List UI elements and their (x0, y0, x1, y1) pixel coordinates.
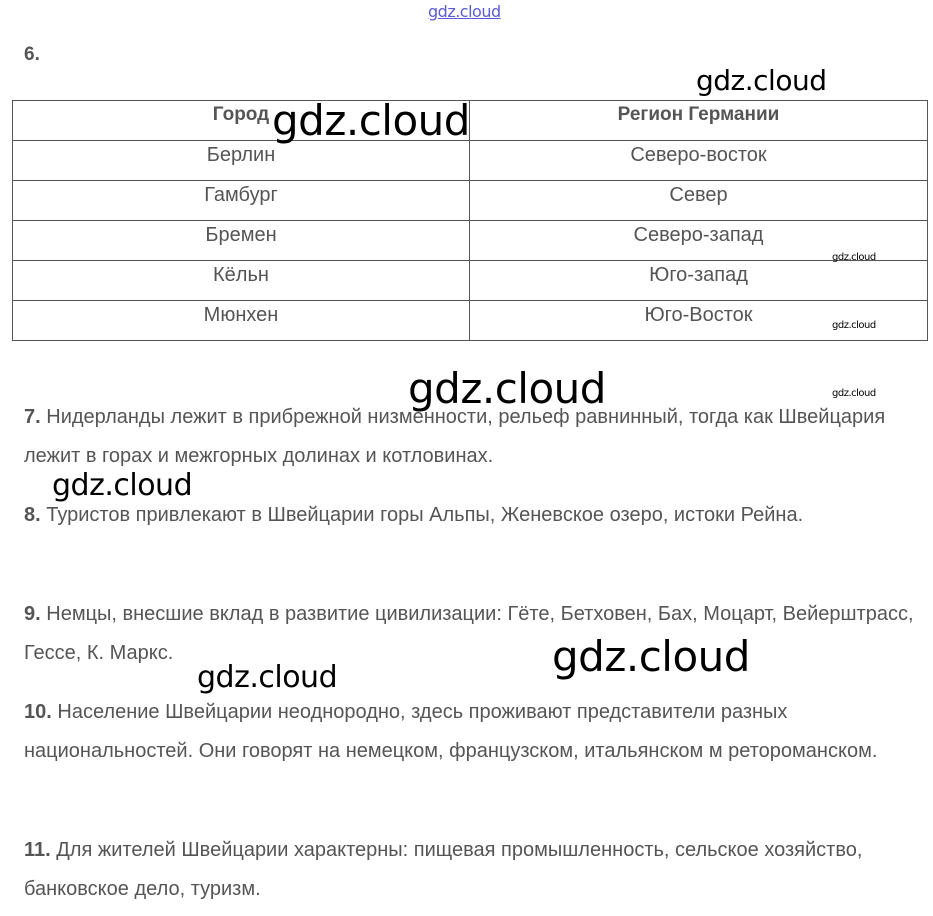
watermark: gdz.cloud (272, 96, 470, 145)
answer-text: Туристов привлекают в Швейцарии горы Альпы, Женевское озеро, истоки Рейна. (46, 504, 804, 526)
watermark: gdz.cloud (832, 320, 876, 331)
table-row (13, 301, 928, 341)
watermark: gdz.cloud (552, 632, 750, 681)
city-cell: Мюнхен (13, 301, 470, 341)
region-cell: Север (470, 181, 928, 221)
answer-number: 10. (24, 701, 52, 723)
table-row (13, 141, 928, 181)
table-header-row (13, 101, 928, 141)
watermark-top: gdz.cloud (428, 2, 501, 21)
region-cell: Северо-запад (470, 221, 928, 261)
cities-regions-table (12, 100, 928, 341)
header-city: Город (13, 101, 470, 141)
answer-10 (24, 693, 914, 771)
answer-number: 11. (24, 839, 51, 861)
answer-text: Население Швейцарии неоднородно, здесь проживают представители разных национальностей. Они говорят на немецком, французском, итальянском м ретороманском. (24, 701, 878, 762)
answer-text: Нидерланды лежит в прибрежной низменности, рельеф равнинный, тогда как Швейцария лежит в горах и межгорных долинах и котловинах. (24, 406, 886, 467)
answer-text: Для жителей Швейцарии характерны: пищевая промышленность, сельское хозяйство, банковское дело, туризм. (24, 839, 863, 900)
answer-9 (24, 595, 914, 673)
answer-number: 9. (24, 603, 41, 625)
watermark: gdz.cloud (832, 388, 876, 399)
answer-11 (24, 831, 914, 909)
city-cell: Берлин (13, 141, 470, 181)
city-cell: Гамбург (13, 181, 470, 221)
region-cell: Юго-Восток (470, 301, 928, 341)
city-cell: Бремен (13, 221, 470, 261)
watermark: gdz.cloud (408, 364, 606, 413)
answer-number: 7. (24, 406, 41, 428)
answer-number: 8. (24, 504, 41, 526)
task-6-number: 6. (24, 44, 40, 65)
watermark: gdz.cloud (197, 660, 338, 695)
table-row (13, 261, 928, 301)
watermark: gdz.cloud (696, 64, 827, 97)
table-row (13, 181, 928, 221)
region-cell: Северо-восток (470, 141, 928, 181)
watermark: gdz.cloud (832, 252, 876, 263)
city-cell: Кёльн (13, 261, 470, 301)
watermark: gdz.cloud (52, 468, 193, 503)
answer-text: Немцы, внесшие вклад в развитие цивилизации: Гёте, Бетховен, Бах, Моцарт, Вейерштрасс, Гессе, К. Маркс. (24, 603, 914, 664)
header-region: Регион Германии (470, 101, 928, 141)
region-cell: Юго-запад (470, 261, 928, 301)
table-row (13, 221, 928, 261)
